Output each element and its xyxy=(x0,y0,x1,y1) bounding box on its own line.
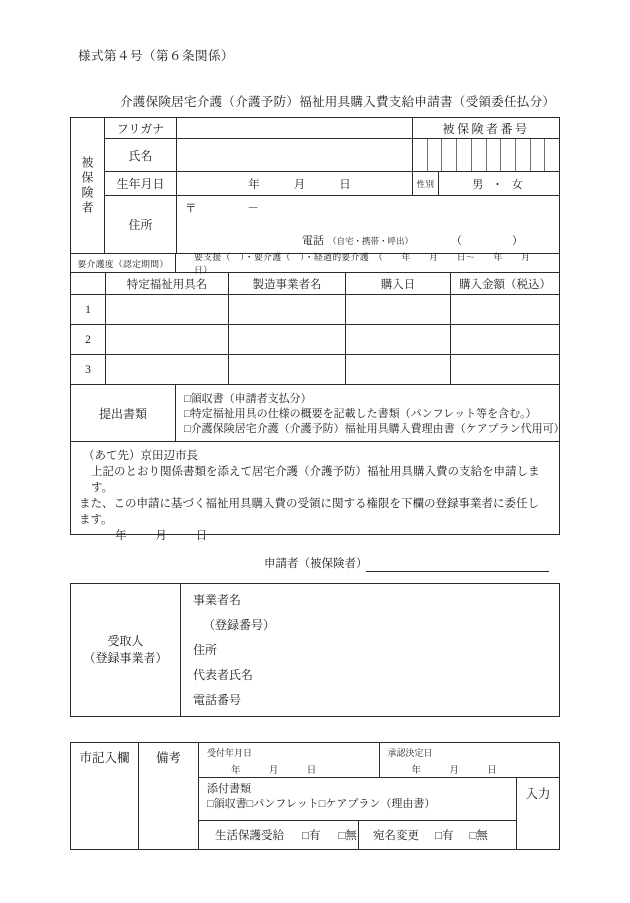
approval-date-cell[interactable] xyxy=(380,743,560,777)
item-name-1[interactable] xyxy=(106,295,229,324)
telephone-label: 電話 xyxy=(301,235,324,247)
insured-number-label: 被保険者番号 xyxy=(442,121,530,136)
insured-number-cell[interactable] xyxy=(413,139,428,171)
address-change-no-checkbox[interactable]: □無 xyxy=(469,830,488,842)
insured-number-cell[interactable] xyxy=(487,139,502,171)
approval-month: 月 xyxy=(449,766,459,776)
items-header-row xyxy=(71,273,559,295)
office-city-column-label: 市記入欄 xyxy=(71,743,139,849)
insured-number-cell[interactable] xyxy=(472,139,487,171)
insured-number-grid[interactable] xyxy=(413,139,559,171)
declaration-date-day: 日 xyxy=(195,530,208,542)
office-main-area xyxy=(199,743,559,849)
recipient-label-line2: （登録事業者） xyxy=(83,651,168,665)
insured-number-cell[interactable] xyxy=(516,139,531,171)
item-amount-2[interactable] xyxy=(451,325,559,354)
sex-label: 性別 xyxy=(413,172,439,195)
declaration-date[interactable] xyxy=(79,528,549,544)
declaration-block xyxy=(71,442,559,570)
address-change-yes-checkbox[interactable]: □有 xyxy=(435,830,454,842)
care-level-label: 要介護度（認定期間） xyxy=(71,254,176,272)
birth-month-label: 月 xyxy=(293,178,306,191)
approval-day: 日 xyxy=(487,766,497,776)
approval-year: 年 xyxy=(411,766,422,776)
name-input[interactable] xyxy=(177,139,413,171)
telephone-open-paren: （ xyxy=(451,235,462,247)
recipient-field-address[interactable]: 住所 xyxy=(193,643,218,657)
furigana-label: フリガナ xyxy=(105,118,177,138)
address-input[interactable] xyxy=(177,196,559,253)
reception-date-cell[interactable] xyxy=(199,743,380,777)
telephone-close-paren: ） xyxy=(512,235,523,247)
care-level-row xyxy=(71,253,559,273)
form-number: 様式第４号（第６条関係） xyxy=(78,49,235,63)
approval-date-label: 承認決定日 xyxy=(387,748,433,758)
address-label: 住所 xyxy=(105,196,177,253)
insured-number-cell[interactable] xyxy=(442,139,457,171)
declaration-addressee: （あて先）京田辺市長 xyxy=(83,450,198,462)
item-date-2[interactable] xyxy=(346,325,451,354)
office-lower-rows xyxy=(199,778,559,849)
documents-row xyxy=(71,385,565,442)
recipient-field-representative[interactable]: 代表者氏名 xyxy=(193,668,254,682)
insured-number-cell[interactable] xyxy=(457,139,472,171)
insured-number-cell[interactable] xyxy=(531,139,546,171)
reception-date-label: 受付年月日 xyxy=(207,748,253,758)
recipient-field-registration-number[interactable]: （登録番号） xyxy=(203,618,276,632)
zip-line[interactable] xyxy=(185,200,551,216)
name-label: 氏名 xyxy=(105,139,177,171)
office-note-column-label: 備考 xyxy=(139,743,199,849)
birthdate-label: 生年月日 xyxy=(105,172,177,195)
applicant-signature-line xyxy=(79,556,549,572)
declaration-row xyxy=(71,442,559,570)
item-amount-1[interactable] xyxy=(451,295,559,324)
insured-number-cell[interactable] xyxy=(428,139,443,171)
items-header-amount: 購入金額（税込） xyxy=(459,278,551,291)
table-row xyxy=(71,355,559,385)
office-status-row xyxy=(199,821,516,849)
welfare-label: 生活保護受給 xyxy=(215,830,284,842)
reception-date-fields[interactable] xyxy=(207,762,379,776)
welfare-cell[interactable] xyxy=(199,821,359,849)
birthdate-row xyxy=(105,172,559,196)
declaration-paragraph-2: また、この申請に基づく福祉用具購入費の受領に関する権限を下欄の登録事業者に委任します。 xyxy=(79,498,539,526)
reception-day: 日 xyxy=(306,766,317,776)
attachment-label: 添付書類 xyxy=(207,783,251,795)
telephone-line[interactable] xyxy=(185,232,551,248)
furigana-row xyxy=(105,118,559,139)
birth-day-label: 日 xyxy=(339,178,351,191)
welfare-yes-checkbox[interactable]: □有 xyxy=(302,830,321,842)
documents-label: 提出書類 xyxy=(71,385,176,441)
insured-vertical-label: 被保険者 xyxy=(71,118,105,253)
sex-options[interactable]: 男 ・ 女 xyxy=(472,178,526,191)
document-check-receipt[interactable]: □領収書（申請者支払分） xyxy=(184,393,312,405)
approval-date-fields[interactable] xyxy=(388,762,560,776)
declaration-paragraph-1: 上記のとおり関係書類を添えて居宅介護（介護予防）福祉用具購入費の支給を申請します。 xyxy=(91,466,540,494)
items-header-maker: 製造事業者名 xyxy=(229,273,346,294)
document-check-reason[interactable]: □介護保険居宅介護（介護予防）福祉用具購入費理由書（ケアプラン代用可） xyxy=(184,423,565,435)
main-application-table xyxy=(70,117,565,570)
item-maker-1[interactable] xyxy=(229,295,346,324)
item-maker-2[interactable] xyxy=(229,325,346,354)
item-maker-3[interactable] xyxy=(229,355,346,384)
table-row xyxy=(71,295,559,325)
item-no-2: 2 xyxy=(71,325,106,354)
table-row xyxy=(71,325,559,355)
recipient-label xyxy=(71,584,181,716)
item-date-1[interactable] xyxy=(346,295,451,324)
item-name-2[interactable] xyxy=(106,325,229,354)
recipient-field-business-name[interactable]: 事業者名 xyxy=(193,593,242,607)
office-dates-row xyxy=(199,743,559,778)
insured-block xyxy=(71,118,559,253)
item-no-1: 1 xyxy=(71,295,106,324)
documents-checklist[interactable] xyxy=(176,385,565,441)
zip-mark-icon: 〒 xyxy=(185,203,198,215)
declaration-date-month: 月 xyxy=(155,530,167,542)
item-date-3[interactable] xyxy=(346,355,451,384)
welfare-no-checkbox[interactable]: □無 xyxy=(338,830,357,842)
reception-month: 月 xyxy=(268,766,279,776)
document-title: 介護保険居宅介護（介護予防）福祉用具購入費支給申請書（受領委任払分） xyxy=(120,95,556,109)
address-change-cell[interactable] xyxy=(359,821,516,849)
reception-year: 年 xyxy=(231,766,241,776)
items-header-name: 特定福祉用具名 xyxy=(106,273,229,294)
recipient-label-line1: 受取人 xyxy=(107,634,144,648)
telephone-kinds: （自宅・携帯・呼出） xyxy=(327,236,413,246)
birthdate-input[interactable] xyxy=(177,172,413,195)
items-header-date: 購入日 xyxy=(346,273,451,294)
signature-input[interactable] xyxy=(366,558,549,572)
recipient-fields xyxy=(181,584,559,716)
insured-number-cell[interactable] xyxy=(545,139,559,171)
address-change-label: 宛名変更 xyxy=(373,830,419,842)
office-use-table xyxy=(70,742,560,850)
name-row xyxy=(105,139,559,172)
attachment-cell[interactable] xyxy=(199,778,516,821)
recipient-table xyxy=(70,583,560,717)
address-row xyxy=(105,196,559,253)
declaration-date-year: 年 xyxy=(115,530,127,542)
office-lower-left xyxy=(199,778,517,849)
insured-number-cell[interactable] xyxy=(501,139,516,171)
furigana-input[interactable] xyxy=(177,118,413,138)
zip-dash: － xyxy=(247,203,260,215)
item-name-3[interactable] xyxy=(106,355,229,384)
items-header-no xyxy=(71,273,106,294)
item-no-3: 3 xyxy=(71,355,106,384)
birth-year-label: 年 xyxy=(248,178,260,191)
applicant-signature-label: 申請者（被保険者） xyxy=(264,558,368,570)
item-amount-3[interactable] xyxy=(451,355,559,384)
insured-rows xyxy=(105,118,559,253)
input-column-label: 入力 xyxy=(525,787,551,801)
recipient-field-telephone[interactable]: 電話番号 xyxy=(193,693,242,707)
attachment-checks[interactable]: □領収書□パンフレット□ケアプラン（理由書） xyxy=(207,798,436,810)
care-level-value[interactable]: 要支援（ ）・要介護（ ）・経過的要介護 （ 年 月 日～ 年 月 日） xyxy=(194,252,549,275)
document-check-spec[interactable]: □特定福祉用具の仕様の概要を記載した書類（パンフレット等を含む。） xyxy=(184,408,537,420)
